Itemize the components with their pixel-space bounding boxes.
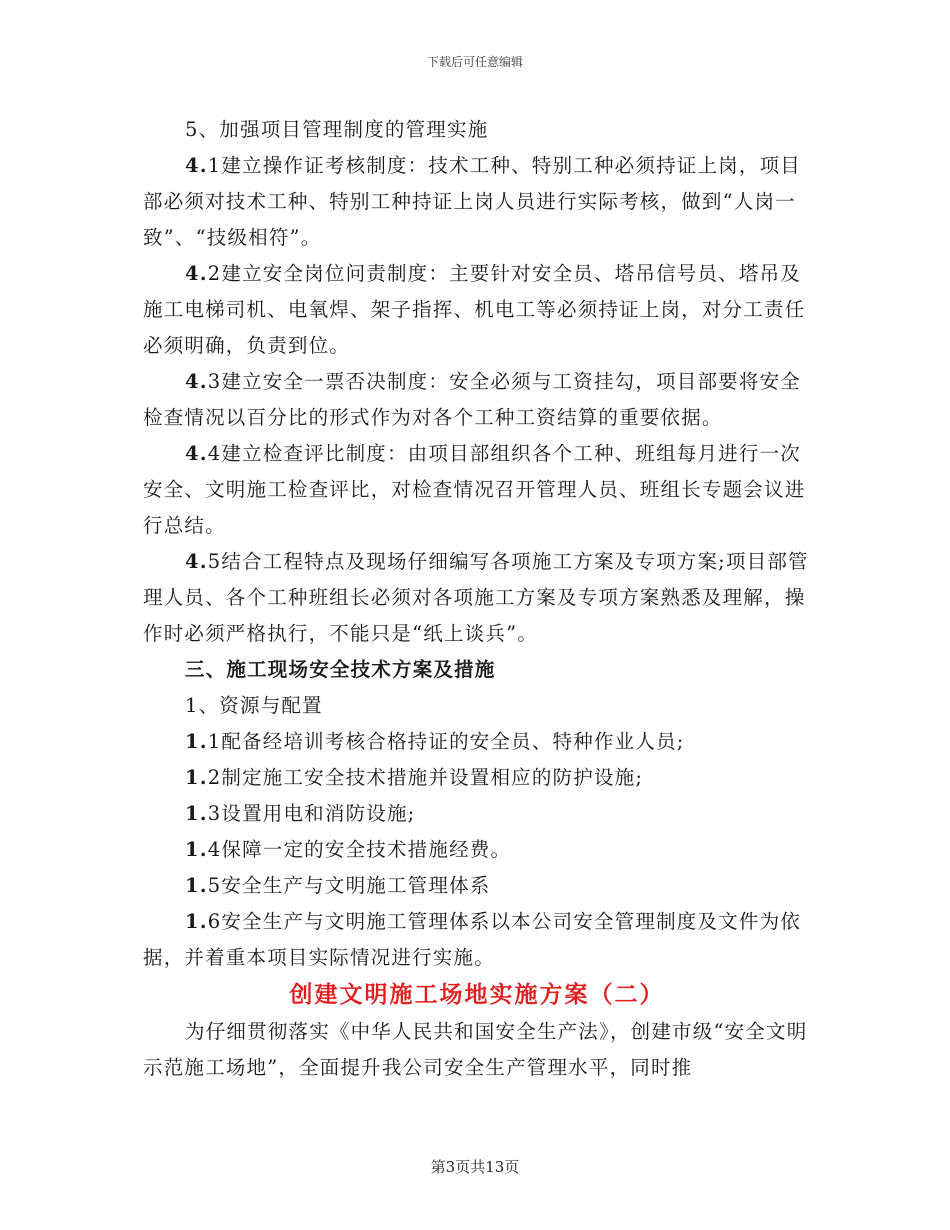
paragraph-1-1: 1.1配备经培训考核合格持证的安全员、特种作业人员; (185, 730, 685, 753)
document-body (143, 112, 811, 1086)
heading-resources: 1、资源与配置 (185, 694, 323, 717)
paragraph-1-2: 1.2制定施工安全技术措施并设置相应的防护设施; (185, 766, 644, 789)
page-footer: 第3页共13页 (430, 1158, 520, 1176)
paragraph-4-3: 4.3建立安全一票否决制度：安全必须与工资挂勾，项目部要将安全检查情况以百分比的形式作为对各个工种工资结算的重要依据。 (143, 370, 801, 429)
paragraph-4-2: 4.2建立安全岗位问责制度：主要针对安全员、塔吊信号员、塔吊及施工电梯司机、电氧焊、架子指挥、机电工等必须持证上岗，对分工责任必须明确，负责到位。 (143, 262, 806, 357)
paragraph-4-5: 4.5结合工程特点及现场仔细编写各项施工方案及专项方案;项目部管理人员、各个工种班组长必须对各项施工方案及专项方案熟悉及理解，操作时必须严格执行，不能只是“纸上谈兵”。 (143, 550, 809, 645)
heading-5: 5、加强项目管理制度的管理实施 (185, 118, 489, 141)
intro-paragraph: 为仔细贯彻落实《中华人民共和国安全生产法》，创建市级“安全文明示范施工场地”，全面提升我公司安全生产管理水平，同时推 (143, 1020, 808, 1079)
section-heading-3: 三、施工现场安全技术方案及措施 (185, 658, 496, 681)
paragraph-4-1: 4.1建立操作证考核制度：技术工种、特别工种必须持证上岗，项目部必须对技术工种、特别工种持证上岗人员进行实际考核，做到“人岗一致”、“技级相符”。 (143, 154, 801, 249)
paragraph-1-5: 1.5安全生产与文明施工管理体系 (185, 874, 491, 897)
section-title: 创建文明施工场地实施方案（二） (289, 981, 665, 1008)
page-header: 下载后可任意编辑 (426, 55, 523, 69)
paragraph-1-3: 1.3设置用电和消防设施; (185, 802, 416, 825)
paragraph-4-4: 4.4建立检查评比制度：由项目部组织各个工种、班组每月进行一次安全、文明施工检查评比，对检查情况召开管理人员、班组长专题会议进行总结。 (143, 442, 806, 537)
paragraph-1-4: 1.4保障一定的安全技术措施经费。 (185, 838, 512, 861)
paragraph-1-6: 1.6安全生产与文明施工管理体系以本公司安全管理制度及文件为依据，并着重本项目实际情况进行实施。 (143, 910, 801, 969)
